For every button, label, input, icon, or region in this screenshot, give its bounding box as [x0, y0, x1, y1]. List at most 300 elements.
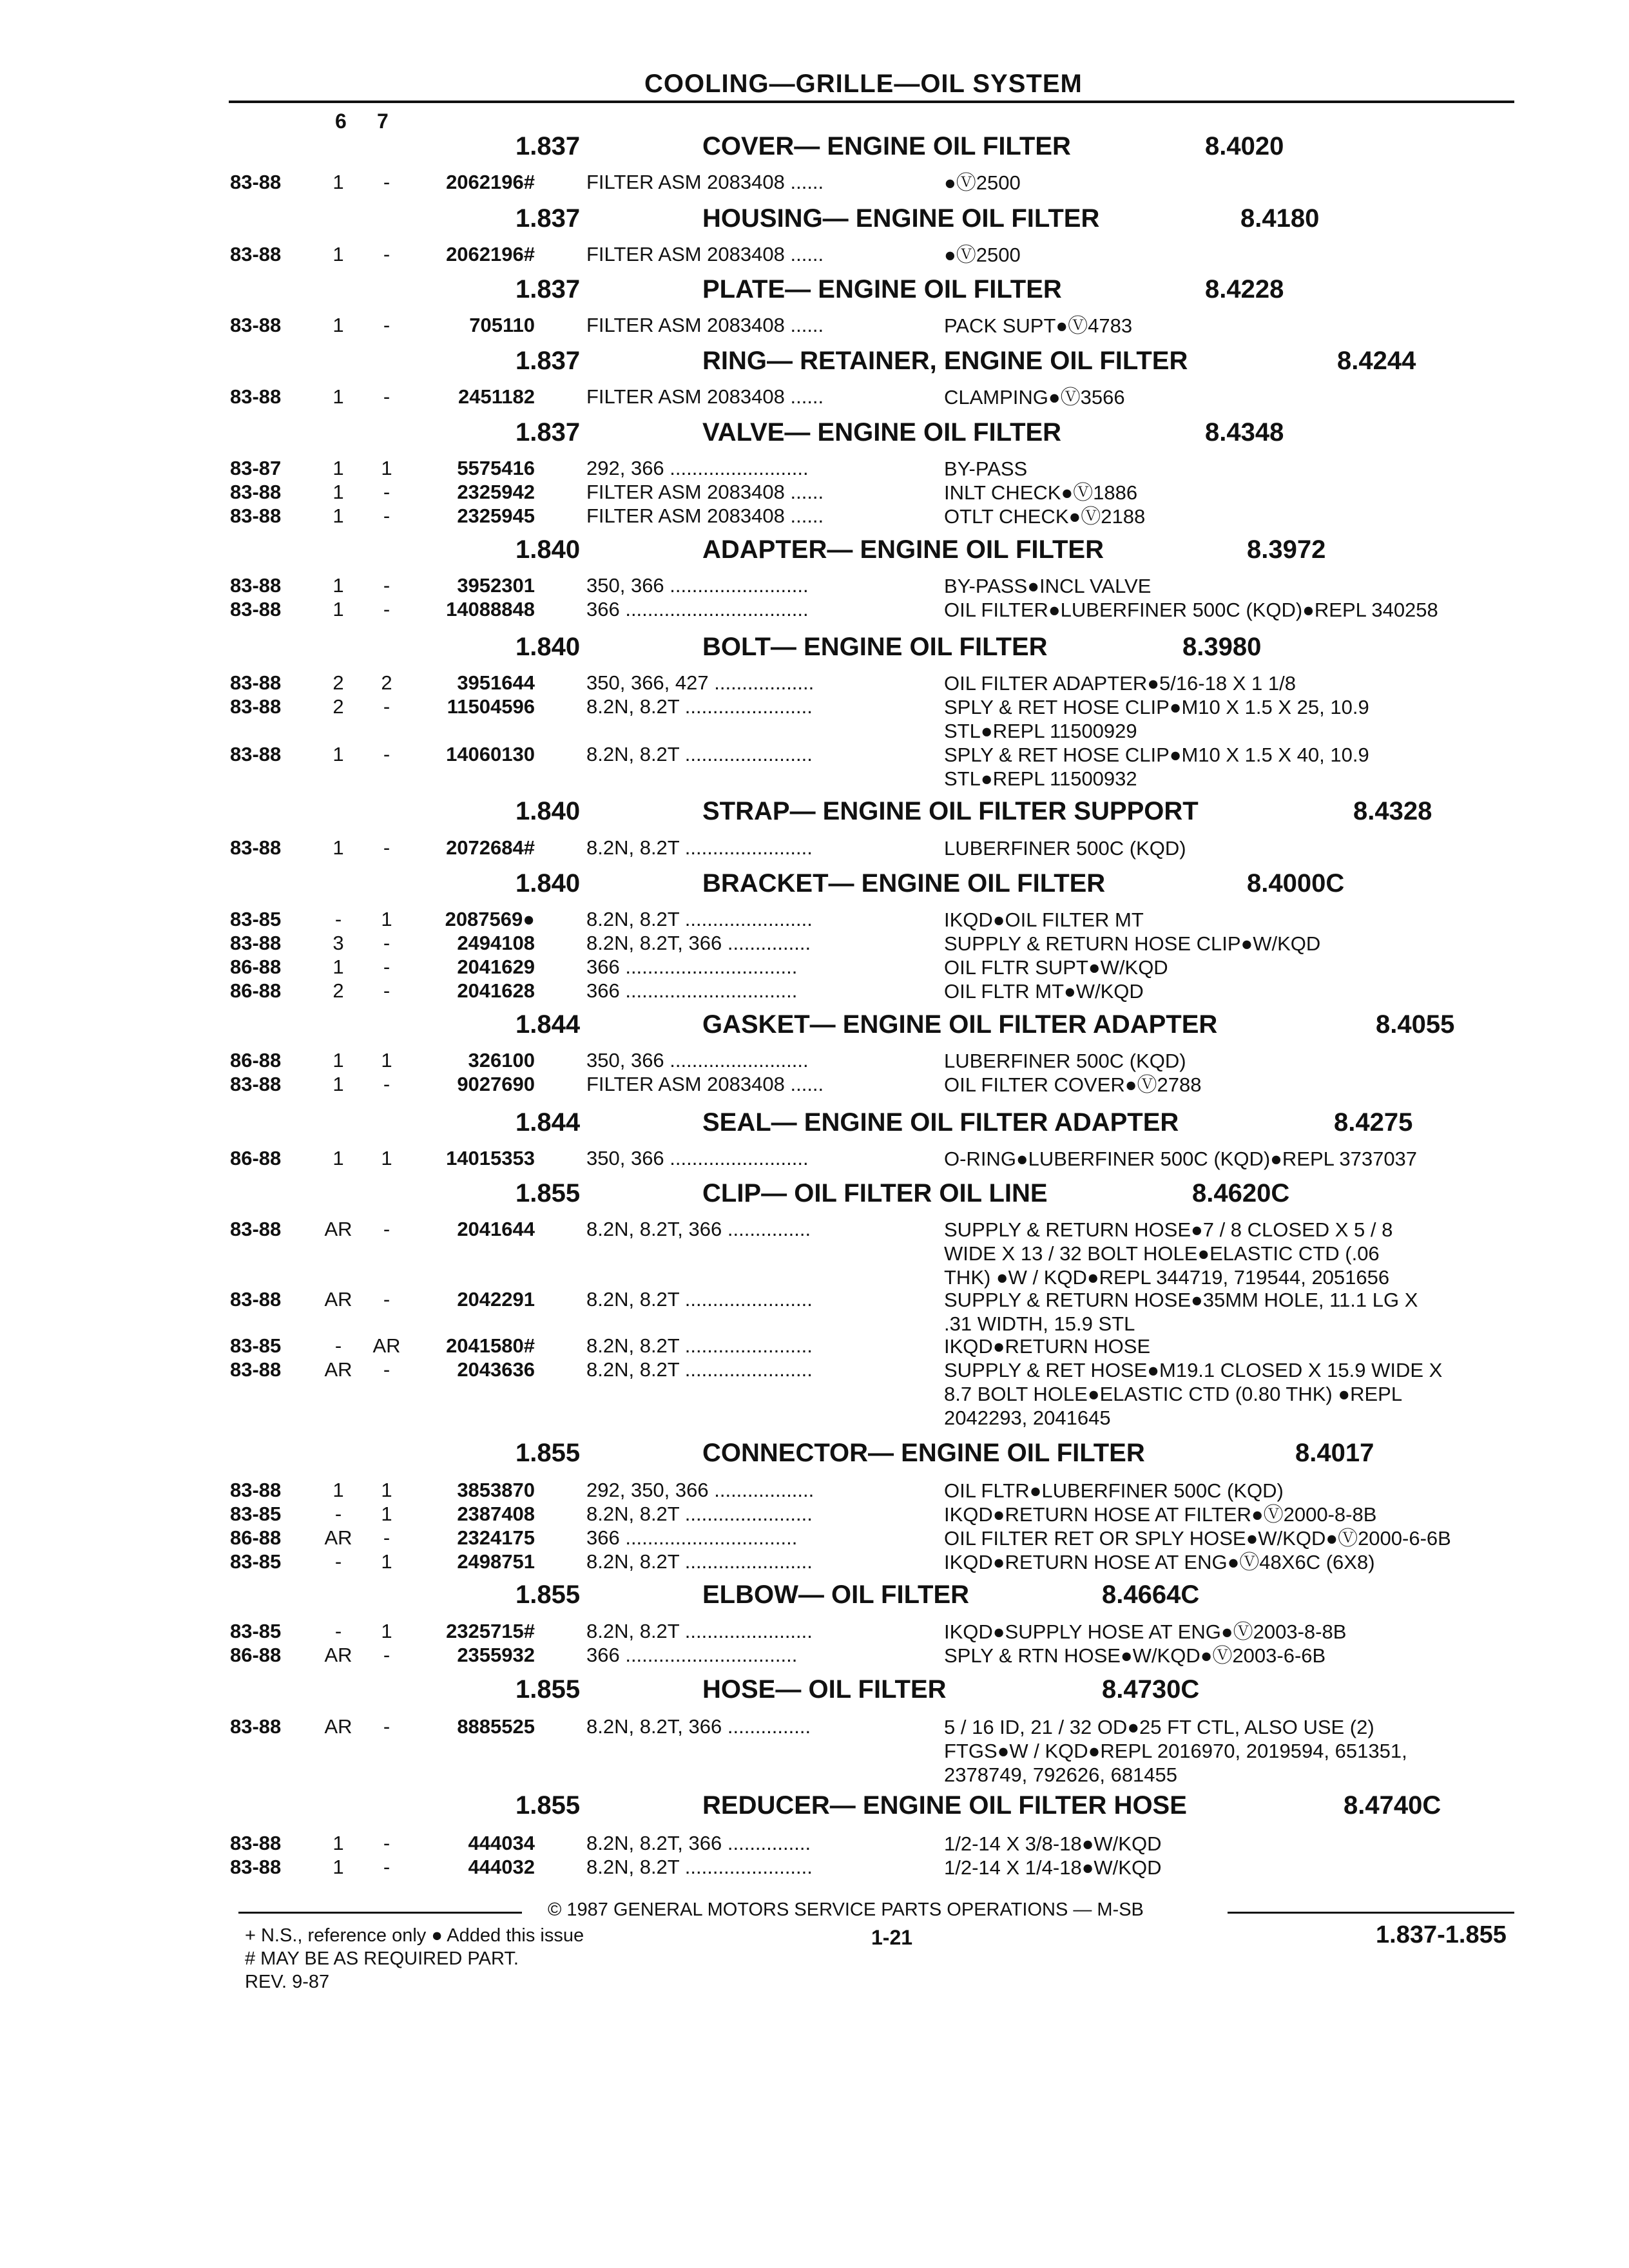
- part-description: [944, 1550, 1375, 1574]
- section-name: PLATE— ENGINE OIL FILTER: [702, 275, 1062, 303]
- application: FILTER ASM 2083408 ......: [586, 171, 824, 193]
- part-description: [944, 1503, 1376, 1526]
- model-years: 83-88: [230, 598, 282, 620]
- part-row: [0, 1715, 1629, 1786]
- model-years: 83-88: [230, 671, 282, 694]
- description-line: OIL FILTER RET OR SPLY HOSE●W/KQD●Ⓥ2000-6-6B: [944, 1527, 1451, 1550]
- qty-col-7: -: [383, 598, 390, 620]
- model-years: 83-88: [230, 1358, 282, 1381]
- qty-col-7: -: [383, 1856, 390, 1878]
- part-number: 2041580#: [446, 1334, 535, 1357]
- part-number: 8885525: [457, 1715, 535, 1738]
- qty-col-6: 1: [333, 1073, 344, 1095]
- qty-col-7: 1: [381, 1550, 392, 1573]
- qty-col-6: -: [334, 1550, 342, 1573]
- part-number: 2043636: [457, 1358, 535, 1381]
- part-row: [0, 1479, 1629, 1503]
- application: 350, 366 .........................: [586, 1049, 809, 1072]
- description-line: OIL FILTER●LUBERFINER 500C (KQD)●REPL 340258: [944, 599, 1438, 621]
- qty-col-6: -: [334, 1334, 342, 1357]
- part-row: [0, 1550, 1629, 1575]
- part-number: 2494108: [457, 932, 535, 954]
- part-row: [0, 385, 1629, 410]
- part-description: [944, 457, 1027, 481]
- qty-col-7: -: [383, 314, 390, 336]
- part-row: [0, 1503, 1629, 1527]
- model-years: 86-88: [230, 956, 282, 978]
- part-description: [944, 243, 1021, 267]
- qty-col-6: 1: [333, 956, 344, 978]
- part-row: [0, 743, 1629, 790]
- description-line: STL●REPL 11500932: [944, 767, 1137, 790]
- model-years: 83-88: [230, 836, 282, 859]
- section-name: SEAL— ENGINE OIL FILTER ADAPTER: [702, 1108, 1179, 1137]
- qty-col-6: 1: [333, 1049, 344, 1072]
- section-header: [0, 633, 1629, 662]
- header-rule: [229, 101, 1514, 103]
- section-code: 1.840: [516, 633, 581, 661]
- qty-col-7: 1: [381, 1503, 392, 1525]
- description-line: SUPPLY & RETURN HOSE●7 / 8 CLOSED X 5 / 8: [944, 1218, 1393, 1241]
- part-row: [0, 1856, 1629, 1880]
- application: 8.2N, 8.2T .......................: [586, 908, 813, 930]
- section-code: 1.840: [516, 869, 581, 898]
- qty-col-7: -: [383, 481, 390, 503]
- part-row: [0, 979, 1629, 1004]
- section-name: ADAPTER— ENGINE OIL FILTER: [702, 535, 1104, 564]
- section-code: 1.840: [516, 535, 581, 564]
- model-years: 83-85: [230, 1503, 282, 1525]
- model-years: 83-85: [230, 1550, 282, 1573]
- part-description: [944, 598, 1438, 622]
- part-description: [944, 1288, 1418, 1336]
- part-row: [0, 1049, 1629, 1073]
- application: 292, 350, 366 ..................: [586, 1479, 815, 1501]
- section-code: 1.855: [516, 1581, 581, 1609]
- application: 8.2N, 8.2T, 366 ...............: [586, 1832, 811, 1854]
- part-description: [944, 836, 1186, 860]
- part-number: 2062196#: [446, 171, 535, 193]
- page-title: COOLING—GRILLE—OIL SYSTEM: [644, 70, 1083, 98]
- part-description: [944, 1832, 1161, 1856]
- part-description: [944, 979, 1144, 1003]
- section-ref: 8.4055: [1376, 1010, 1455, 1039]
- qty-col-7: 1: [381, 1049, 392, 1072]
- description-line: SUPPLY & RETURN HOSE●35MM HOLE, 11.1 LG X: [944, 1289, 1418, 1311]
- part-description: [944, 385, 1125, 409]
- section-ref: 8.4275: [1334, 1108, 1413, 1137]
- section-ref: 8.4348: [1205, 418, 1284, 447]
- section-code: 1.840: [516, 797, 581, 825]
- section-ref: 8.4000C: [1247, 869, 1345, 898]
- section-header: [0, 1179, 1629, 1209]
- part-row: [0, 671, 1629, 696]
- application: 350, 366 .........................: [586, 1147, 809, 1169]
- part-number: 2325945: [457, 505, 535, 527]
- section-name: VALVE— ENGINE OIL FILTER: [702, 418, 1062, 447]
- application: 366 ...............................: [586, 1644, 798, 1666]
- section-ref: 8.4664C: [1102, 1581, 1200, 1609]
- qty-col-6: AR: [324, 1288, 352, 1311]
- model-years: 83-85: [230, 1334, 282, 1357]
- section-name: STRAP— ENGINE OIL FILTER SUPPORT: [702, 797, 1199, 825]
- part-number: 2325942: [457, 481, 535, 503]
- description-line: 1/2-14 X 3/8-18●W/KQD: [944, 1832, 1162, 1855]
- description-line: STL●REPL 11500929: [944, 720, 1137, 742]
- part-description: [944, 1334, 1150, 1358]
- page-number: 1-21: [871, 1926, 913, 1949]
- qty-col-7: -: [383, 956, 390, 978]
- description-line: SUPPLY & RETURN HOSE CLIP●W/KQD: [944, 932, 1321, 955]
- section-code: 1.837: [516, 275, 581, 303]
- application: FILTER ASM 2083408 ......: [586, 243, 824, 265]
- part-row: [0, 695, 1629, 742]
- section-name: REDUCER— ENGINE OIL FILTER HOSE: [702, 1791, 1187, 1820]
- qty-col-7: -: [383, 1644, 390, 1666]
- model-years: 83-88: [230, 932, 282, 954]
- part-row: [0, 956, 1629, 980]
- qty-col-6: AR: [324, 1644, 352, 1666]
- description-line: OIL FLTR SUPT●W/KQD: [944, 956, 1168, 979]
- section-header: [0, 418, 1629, 448]
- part-description: [944, 1049, 1186, 1073]
- qty-col-7: -: [383, 505, 390, 527]
- model-years: 83-88: [230, 385, 282, 408]
- part-description: [944, 1073, 1201, 1097]
- section-header: [0, 1010, 1629, 1040]
- model-years: 83-87: [230, 457, 282, 479]
- part-number: 3952301: [457, 574, 535, 597]
- part-row: [0, 1218, 1629, 1289]
- part-number: 326100: [468, 1049, 535, 1072]
- column-head-7: 7: [377, 110, 389, 133]
- model-years: 83-88: [230, 243, 282, 265]
- section-header: [0, 347, 1629, 376]
- qty-col-7: 1: [381, 1147, 392, 1169]
- qty-col-6: AR: [324, 1715, 352, 1738]
- section-name: CLIP— OIL FILTER OIL LINE: [702, 1179, 1048, 1207]
- part-description: [944, 743, 1369, 791]
- qty-col-6: 1: [333, 314, 344, 336]
- section-ref: 8.3972: [1247, 535, 1326, 564]
- qty-col-7: -: [383, 836, 390, 859]
- description-line: IKQD●RETURN HOSE AT ENG●Ⓥ48X6C (6X8): [944, 1551, 1375, 1573]
- part-row: [0, 1288, 1629, 1335]
- section-ref: 8.4328: [1353, 797, 1432, 825]
- part-description: [944, 574, 1151, 598]
- part-number: 2355932: [457, 1644, 535, 1666]
- footer-note-as-required: # MAY BE AS REQUIRED PART.: [245, 1948, 519, 1969]
- application: 8.2N, 8.2T, 366 ...............: [586, 932, 811, 954]
- section-ref: 8.4017: [1295, 1439, 1374, 1467]
- section-name: COVER— ENGINE OIL FILTER: [702, 132, 1071, 160]
- model-years: 86-88: [230, 979, 282, 1002]
- description-line: INLT CHECK●Ⓥ1886: [944, 481, 1138, 504]
- section-code: 1.855: [516, 1179, 581, 1207]
- section-name: BRACKET— ENGINE OIL FILTER: [702, 869, 1106, 898]
- model-years: 83-88: [230, 1832, 282, 1854]
- part-description: [944, 695, 1369, 743]
- description-line: SPLY & RET HOSE CLIP●M10 X 1.5 X 40, 10.9: [944, 744, 1369, 766]
- part-row: [0, 932, 1629, 956]
- description-line: THK) ●W / KQD●REPL 344719, 719544, 2051656: [944, 1266, 1390, 1289]
- description-line: ●Ⓥ2500: [944, 244, 1021, 266]
- qty-col-6: 1: [333, 574, 344, 597]
- qty-col-7: -: [383, 1715, 390, 1738]
- section-code: 1.855: [516, 1675, 581, 1704]
- part-description: [944, 1620, 1346, 1644]
- description-line: 2042293, 2041645: [944, 1407, 1111, 1429]
- qty-col-7: -: [383, 574, 390, 597]
- part-row: [0, 1147, 1629, 1171]
- application: 8.2N, 8.2T .......................: [586, 1550, 813, 1573]
- section-header: [0, 797, 1629, 827]
- part-row: [0, 243, 1629, 267]
- qty-col-6: 1: [333, 457, 344, 479]
- footer-revision: REV. 9-87: [245, 1972, 330, 1992]
- section-header: [0, 1791, 1629, 1821]
- model-years: 83-88: [230, 314, 282, 336]
- application: 350, 366 .........................: [586, 574, 809, 597]
- section-code: 1.837: [516, 204, 581, 233]
- qty-col-6: 1: [333, 1832, 344, 1854]
- section-name: ELBOW— OIL FILTER: [702, 1581, 970, 1609]
- part-description: [944, 671, 1296, 695]
- part-number: 705110: [469, 314, 535, 336]
- application: 8.2N, 8.2T .......................: [586, 1620, 813, 1642]
- application: 8.2N, 8.2T, 366 ...............: [586, 1218, 811, 1240]
- part-number: 5575416: [457, 457, 535, 479]
- qty-col-6: AR: [324, 1526, 352, 1549]
- part-description: [944, 1644, 1325, 1667]
- model-years: 83-85: [230, 908, 282, 930]
- part-number: 2042291: [457, 1288, 535, 1311]
- qty-col-7: -: [383, 695, 390, 718]
- part-description: [944, 908, 1144, 932]
- qty-col-6: 1: [333, 385, 344, 408]
- model-years: 83-88: [230, 171, 282, 193]
- section-code: 1.844: [516, 1108, 581, 1137]
- footer-rule-left: [238, 1912, 522, 1914]
- section-header: [0, 275, 1629, 305]
- description-line: SPLY & RTN HOSE●W/KQD●Ⓥ2003-6-6B: [944, 1644, 1326, 1667]
- description-line: SPLY & RET HOSE CLIP●M10 X 1.5 X 25, 10.9: [944, 696, 1369, 718]
- section-header: [0, 1581, 1629, 1610]
- part-description: [944, 1479, 1284, 1503]
- part-row: [0, 171, 1629, 195]
- application: 366 ...............................: [586, 979, 798, 1002]
- section-header: [0, 869, 1629, 899]
- part-description: [944, 481, 1137, 505]
- footer-copyright: © 1987 GENERAL MOTORS SERVICE PARTS OPERATIONS — M-SB: [548, 1899, 1144, 1920]
- qty-col-7: -: [383, 243, 390, 265]
- part-number: 14015353: [446, 1147, 535, 1169]
- description-line: OIL FLTR MT●W/KQD: [944, 980, 1144, 1003]
- model-years: 86-88: [230, 1644, 282, 1666]
- section-ref: 8.4180: [1240, 204, 1320, 233]
- qty-col-6: -: [334, 908, 342, 930]
- description-line: IKQD●SUPPLY HOSE AT ENG●Ⓥ2003-8-8B: [944, 1620, 1347, 1643]
- qty-col-6: 1: [333, 1479, 344, 1501]
- qty-col-7: -: [383, 1358, 390, 1381]
- qty-col-7: -: [383, 171, 390, 193]
- model-years: 83-88: [230, 481, 282, 503]
- part-number: 2087569●: [445, 908, 535, 930]
- description-line: LUBERFINER 500C (KQD): [944, 1050, 1186, 1072]
- application: 8.2N, 8.2T .......................: [586, 1358, 813, 1381]
- part-row: [0, 314, 1629, 338]
- description-line: IKQD●RETURN HOSE AT FILTER●Ⓥ2000-8-8B: [944, 1503, 1377, 1526]
- qty-col-6: 1: [333, 1147, 344, 1169]
- part-description: [944, 1526, 1451, 1550]
- section-code: 1.855: [516, 1439, 581, 1467]
- qty-col-6: -: [334, 1503, 342, 1525]
- application: FILTER ASM 2083408 ......: [586, 505, 824, 527]
- application: FILTER ASM 2083408 ......: [586, 481, 824, 503]
- section-header: [0, 132, 1629, 162]
- application: 350, 366, 427 ..................: [586, 671, 815, 694]
- part-number: 2072684#: [446, 836, 535, 859]
- section-name: CONNECTOR— ENGINE OIL FILTER: [702, 1439, 1145, 1467]
- qty-col-7: -: [383, 385, 390, 408]
- section-name: BOLT— ENGINE OIL FILTER: [702, 633, 1048, 661]
- part-description: [944, 1147, 1417, 1171]
- qty-col-6: 1: [333, 836, 344, 859]
- part-number: 2041629: [457, 956, 535, 978]
- section-ref: 8.4740C: [1344, 1791, 1441, 1820]
- description-line: O-RING●LUBERFINER 500C (KQD)●REPL 3737037: [944, 1148, 1418, 1170]
- section-ref: 8.4020: [1205, 132, 1284, 160]
- model-years: 83-88: [230, 695, 282, 718]
- application: 8.2N, 8.2T, 366 ...............: [586, 1715, 811, 1738]
- part-description: [944, 1856, 1161, 1879]
- qty-col-6: 1: [333, 481, 344, 503]
- part-description: [944, 1358, 1442, 1430]
- part-row: [0, 505, 1629, 529]
- part-number: 14088848: [446, 598, 535, 620]
- part-row: [0, 1334, 1629, 1359]
- model-years: 83-85: [230, 1620, 282, 1642]
- section-ref: 8.4228: [1205, 275, 1284, 303]
- qty-col-7: 1: [381, 908, 392, 930]
- qty-col-6: 1: [333, 171, 344, 193]
- part-description: [944, 956, 1168, 979]
- qty-col-7: 1: [381, 1479, 392, 1501]
- qty-col-7: -: [383, 932, 390, 954]
- description-line: BY-PASS: [944, 457, 1028, 480]
- qty-col-6: -: [334, 1620, 342, 1642]
- section-ref: 8.4244: [1337, 347, 1416, 375]
- part-row: [0, 481, 1629, 505]
- qty-col-6: AR: [324, 1218, 352, 1240]
- section-code: 1.837: [516, 418, 581, 447]
- model-years: 83-88: [230, 1715, 282, 1738]
- section-header: [0, 1108, 1629, 1138]
- part-row: [0, 1073, 1629, 1097]
- model-years: 83-88: [230, 1073, 282, 1095]
- section-name: HOSE— OIL FILTER: [702, 1675, 947, 1704]
- qty-col-6: AR: [324, 1358, 352, 1381]
- part-number: 14060130: [446, 743, 535, 765]
- qty-col-7: -: [383, 1526, 390, 1549]
- qty-col-6: 1: [333, 743, 344, 765]
- part-row: [0, 1620, 1629, 1644]
- part-description: [944, 1218, 1393, 1289]
- description-line: IKQD●OIL FILTER MT: [944, 908, 1144, 931]
- model-years: 83-88: [230, 1218, 282, 1240]
- qty-col-7: 1: [381, 457, 392, 479]
- model-years: 83-88: [230, 574, 282, 597]
- section-header: [0, 1675, 1629, 1705]
- section-ref: 8.4620C: [1192, 1179, 1290, 1207]
- model-years: 83-88: [230, 1479, 282, 1501]
- qty-col-6: 2: [333, 671, 344, 694]
- footer-rule-right: [1228, 1912, 1514, 1914]
- part-description: [944, 932, 1320, 956]
- part-number: 9027690: [457, 1073, 535, 1095]
- section-name: RING— RETAINER, ENGINE OIL FILTER: [702, 347, 1188, 375]
- qty-col-7: -: [383, 743, 390, 765]
- part-description: [944, 314, 1132, 338]
- description-line: FTGS●W / KQD●REPL 2016970, 2019594, 651351,: [944, 1740, 1407, 1762]
- description-line: LUBERFINER 500C (KQD): [944, 837, 1186, 860]
- part-row: [0, 908, 1629, 932]
- description-line: 2378749, 792626, 681455: [944, 1763, 1178, 1786]
- section-ref: 8.4730C: [1102, 1675, 1200, 1704]
- model-years: 83-88: [230, 505, 282, 527]
- description-line: 5 / 16 ID, 21 / 32 OD●25 FT CTL, ALSO USE (2): [944, 1716, 1374, 1738]
- application: FILTER ASM 2083408 ......: [586, 314, 824, 336]
- description-line: CLAMPING●Ⓥ3566: [944, 386, 1125, 408]
- section-code: 1.844: [516, 1010, 581, 1039]
- description-line: PACK SUPT●Ⓥ4783: [944, 314, 1133, 337]
- part-row: [0, 1526, 1629, 1551]
- application: 8.2N, 8.2T .......................: [586, 743, 813, 765]
- section-header: [0, 535, 1629, 565]
- section-ref: 8.3980: [1182, 633, 1262, 661]
- model-years: 86-88: [230, 1526, 282, 1549]
- part-number: 3951644: [457, 671, 535, 694]
- description-line: OIL FILTER ADAPTER●5/16-18 X 1 1/8: [944, 672, 1296, 695]
- description-line: WIDE X 13 / 32 BOLT HOLE●ELASTIC CTD (.06: [944, 1242, 1380, 1265]
- qty-col-7: 2: [381, 671, 392, 694]
- application: 8.2N, 8.2T .......................: [586, 1856, 813, 1878]
- section-header: [0, 204, 1629, 234]
- qty-col-7: AR: [372, 1334, 401, 1357]
- description-line: OTLT CHECK●Ⓥ2188: [944, 505, 1146, 528]
- description-line: ●Ⓥ2500: [944, 171, 1021, 194]
- page-range: 1.837-1.855: [1376, 1921, 1507, 1948]
- qty-col-7: -: [383, 1218, 390, 1240]
- section-name: HOUSING— ENGINE OIL FILTER: [702, 204, 1100, 233]
- model-years: 83-88: [230, 1288, 282, 1311]
- model-years: 86-88: [230, 1049, 282, 1072]
- section-header: [0, 1439, 1629, 1468]
- qty-col-6: 3: [333, 932, 344, 954]
- part-row: [0, 836, 1629, 861]
- part-row: [0, 1358, 1629, 1429]
- part-row: [0, 598, 1629, 622]
- qty-col-6: 2: [333, 695, 344, 718]
- qty-col-7: 1: [381, 1620, 392, 1642]
- part-number: 2498751: [457, 1550, 535, 1573]
- part-number: 2387408: [457, 1503, 535, 1525]
- application: 366 ...............................: [586, 956, 798, 978]
- model-years: 83-88: [230, 743, 282, 765]
- application: 8.2N, 8.2T .......................: [586, 1503, 813, 1525]
- description-line: BY-PASS●INCL VALVE: [944, 575, 1152, 597]
- application: 292, 366 .........................: [586, 457, 809, 479]
